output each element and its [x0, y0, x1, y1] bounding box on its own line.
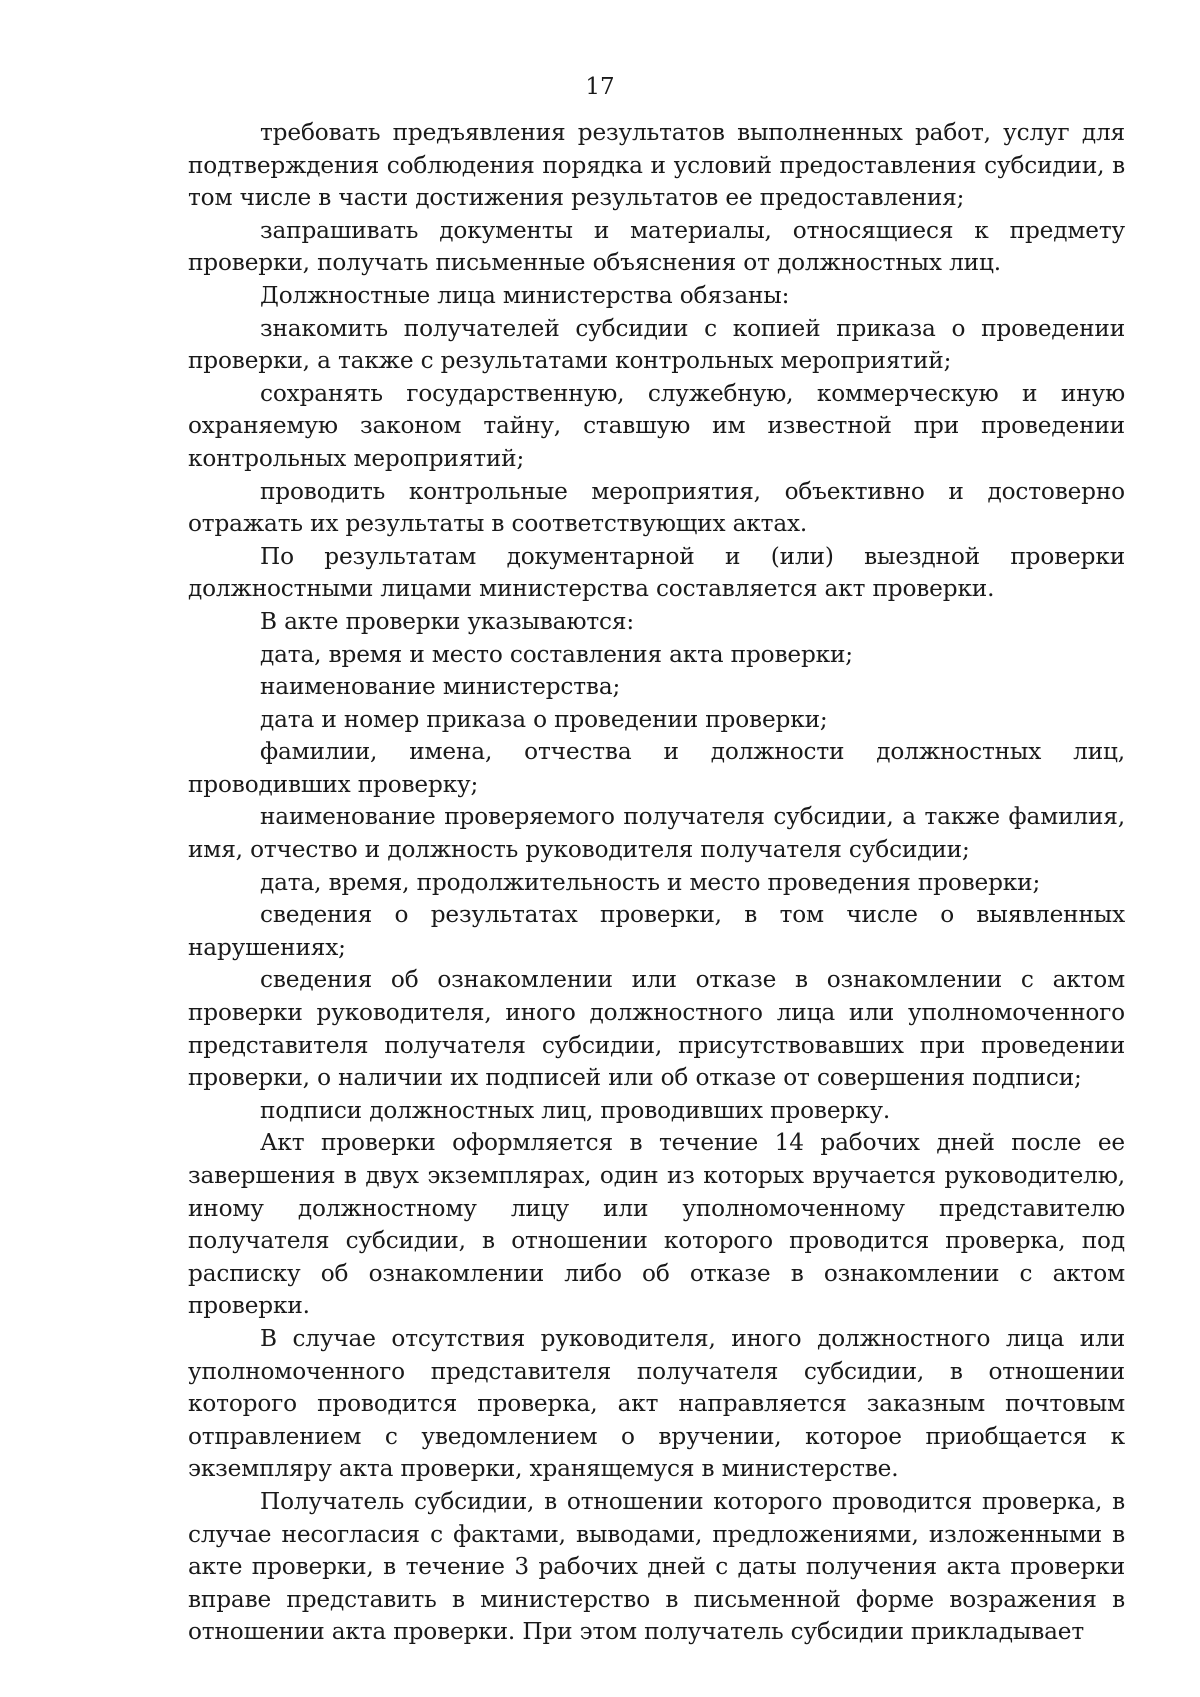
list-item-ministry-name: наименование министерства; — [260, 673, 621, 701]
paragraph-conduct-control: проводить контрольные мероприятия, объективно и достоверно отражать их результаты в соответствующих актах. — [188, 477, 1125, 538]
paragraph-inspection-act-drawn: По результатам документарной и (или) выездной проверки должностными лицами министерства составляется акт проверки. — [188, 542, 1125, 603]
list-item-inspection-results: сведения о результатах проверки, в том числе о выявленных нарушениях; — [188, 901, 1125, 961]
document-body — [188, 117, 1125, 1649]
list-item-act-date-place: дата, время и место составления акта проверки; — [260, 640, 853, 668]
list-item-inspection-time-place: дата, время, продолжительность и место проведения проверки; — [260, 868, 1041, 896]
paragraph-demand-results: требовать предъявления результатов выполненных работ, услуг для подтверждения соблюдения порядка и условий предоставления субсидии, в том числе в части достижения результатов ее предоставления; — [188, 119, 1125, 212]
paragraph-act-contents-intro: В акте проверки указываются: — [260, 607, 635, 635]
paragraph-officials-obliged: Должностные лица министерства обязаны: — [260, 281, 790, 309]
list-item-familiarization-info: сведения об ознакомлении или отказе в ознакомлении с актом проверки руководителя, иного должностного лица или уполномоченного представителя получателя субсидии, присутствовавших при проведении проверки, о наличии их подписей или об отказе от совершения подписи; — [188, 966, 1125, 1092]
list-item-order-date-number: дата и номер приказа о проведении проверки; — [260, 705, 828, 733]
list-item-recipient-name: наименование проверяемого получателя субсидии, а также фамилия, имя, отчество и должность руководителя получателя субсидии; — [188, 803, 1125, 864]
paragraph-act-mailing: В случае отсутствия руководителя, иного должностного лица или уполномоченного представителя получателя субсидии, в отношении которого проводится проверка, акт направляется заказным почтовым отправлением с уведомлением о вручении, которое приобщается к экземпляру акта проверки, хранящемуся в министерстве. — [188, 1324, 1125, 1483]
paragraph-keep-secret: сохранять государственную, служебную, коммерческую и иную охраняемую законом тайну, ставшую им известной при проведении контрольных мероприятий; — [188, 379, 1125, 472]
paragraph-recipient-objections: Получатель субсидии, в отношении которого проводится проверка, в случае несогласия с фактами, выводами, предложениями, изложенными в акте проверки, в течение 3 рабочих дней с даты получения акта проверки вправе представить в министерство в письменной форме возражения в отношении акта проверки. При этом получатель субсидии прикладывает — [188, 1487, 1125, 1646]
paragraph-request-documents: запрашивать документы и материалы, относящиеся к предмету проверки, получать письменные объяснения от должностных лиц. — [188, 216, 1125, 277]
paragraph-familiarize-recipients: знакомить получателей субсидии с копией приказа о проведении проверки, а также с результатами контрольных мероприятий; — [188, 314, 1125, 375]
page-number: 17 — [585, 74, 615, 100]
paragraph-act-deadline: Акт проверки оформляется в течение 14 рабочих дней после ее завершения в двух экземплярах, один из которых вручается руководителю, иному должностному лицу или уполномоченному представителю получателя субсидии, в отношении которого проводится проверка, под расписку об ознакомлении либо об отказе в ознакомлении с актом проверки. — [188, 1129, 1125, 1320]
list-item-inspector-signatures: подписи должностных лиц, проводивших проверку. — [260, 1096, 891, 1124]
list-item-inspectors-names: фамилии, имена, отчества и должности должностных лиц, проводивших проверку; — [188, 738, 1125, 798]
